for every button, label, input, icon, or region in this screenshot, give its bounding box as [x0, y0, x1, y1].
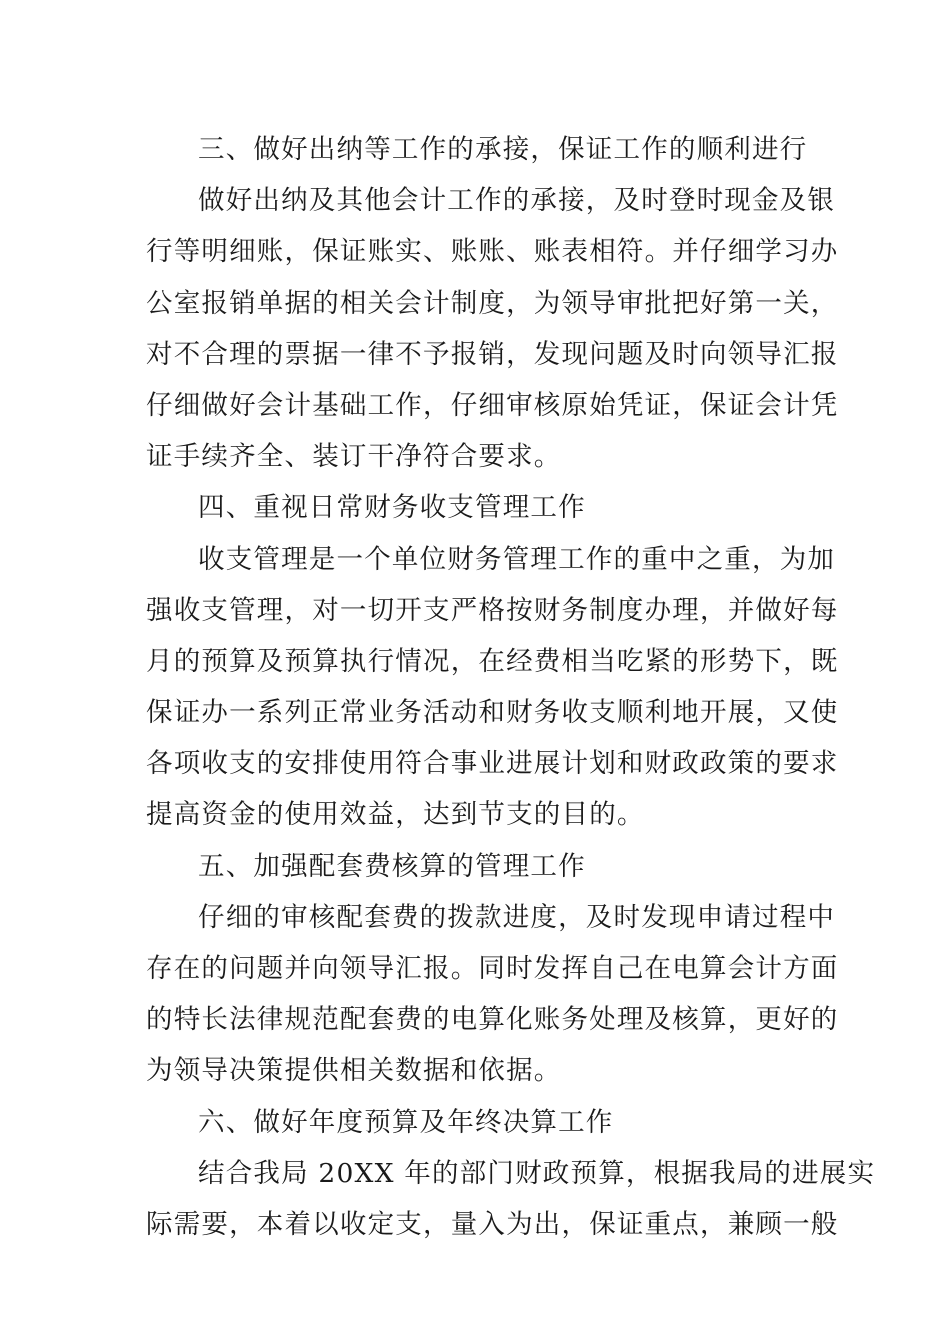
section-paragraph-4 — [146, 534, 839, 841]
section-heading-6 — [146, 1097, 806, 1148]
paragraph-line: 各项收支的安排使用符合事业进展计划和财政政策的要求 — [146, 748, 839, 780]
paragraph-line: 的特长法律规范配套费的电算化账务处理及核算，更好的 — [146, 1004, 839, 1036]
section-paragraph-5 — [146, 892, 839, 1097]
paragraph-line: 提高资金的使用效益，达到节支的目的。 — [146, 799, 645, 831]
paragraph-line: 证手续齐全、装订干净符合要求。 — [146, 441, 562, 473]
paragraph-line: 收支管理是一个单位财务管理工作的重中之重，为加 — [198, 543, 836, 575]
paragraph-line: 行等明细账，保证账实、账账、账表相符。并仔细学习办 — [146, 236, 839, 268]
paragraph-line: 公室报销单据的相关会计制度，为领导审批把好第一关， — [146, 287, 839, 319]
heading-line: 六、做好年度预算及年终决算工作 — [198, 1106, 614, 1138]
section-heading-5 — [146, 841, 806, 892]
paragraph-line: 际需要，本着以收定支，量入为出，保证重点，兼顾一般 — [146, 1208, 839, 1240]
section-paragraph-3 — [146, 175, 839, 482]
paragraph-line: 月的预算及预算执行情况，在经费相当吃紧的形势下，既 — [146, 645, 839, 677]
paragraph-line: 对不合理的票据一律不予报销，发现问题及时向领导汇报 — [146, 338, 839, 370]
heading-line: 五、加强配套费核算的管理工作 — [198, 850, 586, 882]
paragraph-line: 结合我局 20XX 年的部门财政预算，根据我局的进展实 — [198, 1157, 876, 1189]
paragraph-line: 强收支管理，对一切开支严格按财务制度办理，并做好每 — [146, 594, 839, 626]
paragraph-line: 仔细的审核配套费的拨款进度，及时发现申请过程中 — [198, 901, 836, 933]
heading-line: 四、重视日常财务收支管理工作 — [198, 492, 586, 524]
section-heading-3 — [146, 124, 806, 175]
paragraph-line: 为领导决策提供相关数据和依据。 — [146, 1055, 562, 1087]
section-paragraph-6 — [146, 1148, 876, 1250]
paragraph-line: 仔细做好会计基础工作，仔细审核原始凭证，保证会计凭 — [146, 389, 839, 421]
paragraph-line: 做好出纳及其他会计工作的承接，及时登时现金及银 — [198, 185, 836, 217]
document-body — [146, 124, 876, 1250]
heading-line: 三、做好出纳等工作的承接，保证工作的顺利进行 — [198, 134, 808, 165]
paragraph-line: 保证办一系列正常业务活动和财务收支顺利地开展，又使 — [146, 697, 839, 729]
section-heading-4 — [146, 482, 806, 533]
paragraph-line: 存在的问题并向领导汇报。同时发挥自己在电算会计方面 — [146, 953, 839, 984]
